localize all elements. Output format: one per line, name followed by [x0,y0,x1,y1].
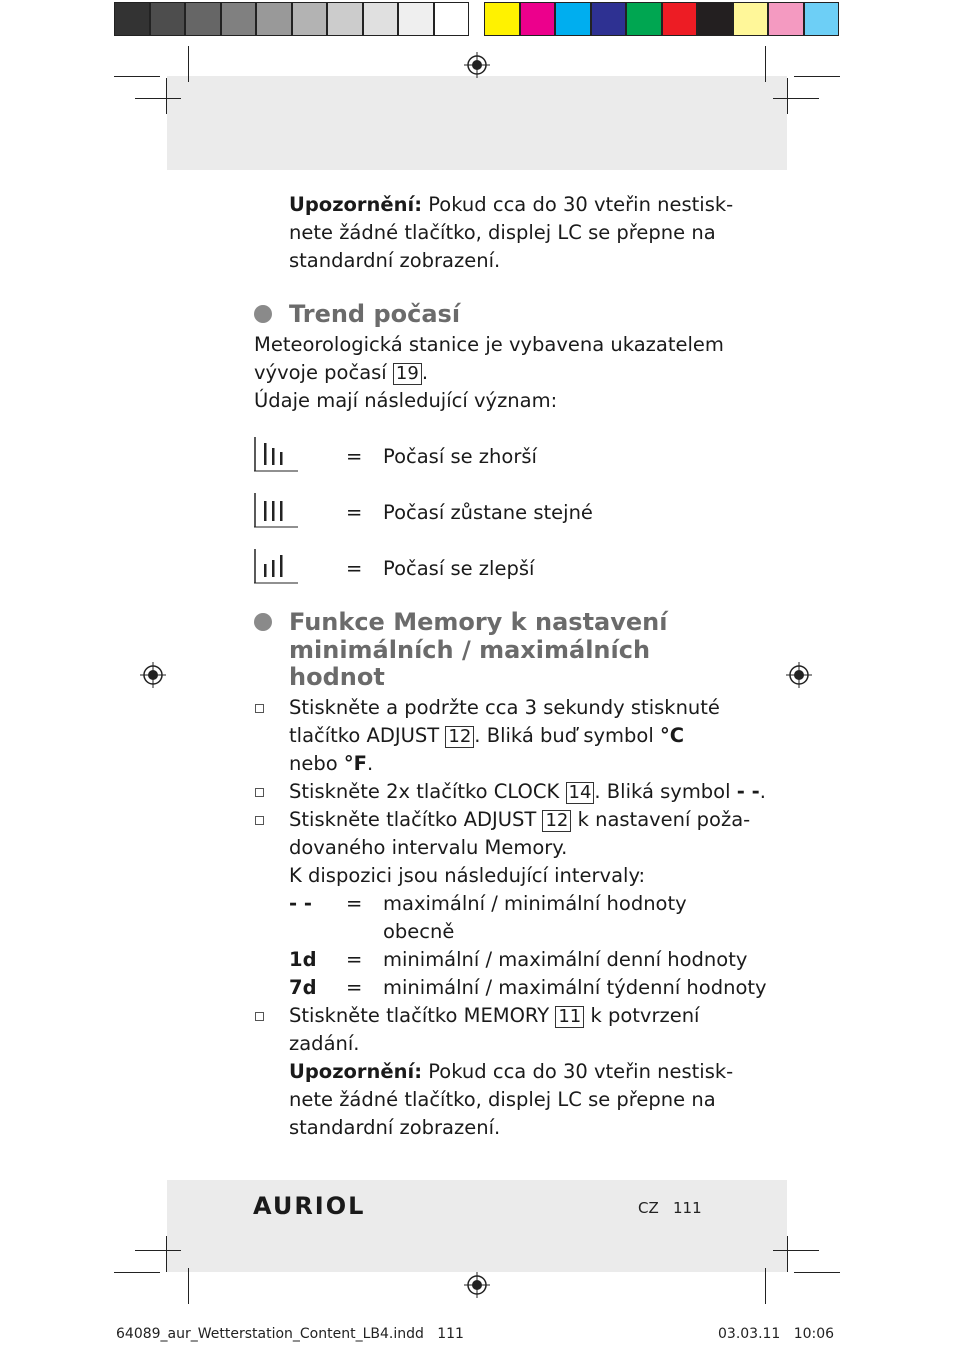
text-fragment: Stiskněte tlačítko MEMORY [289,1004,556,1027]
color-swatch [484,2,520,36]
step-line: dovaného intervalu Memory. [289,836,568,859]
interval-description: minimální / maximální denní hodnoty [383,948,748,971]
step-checkbox-icon [255,1012,264,1021]
interval-description: minimální / maximální týdenní hodnoty [383,976,767,999]
equals-sign: = [346,976,363,999]
symbol-dashes: - - [736,780,760,803]
crop-mark [787,78,788,114]
step-checkbox-icon [255,704,264,713]
note-line: Pokud cca do 30 vteřin nestisk- [422,193,734,216]
note-label: Upozornění: [289,193,423,216]
text-fragment: Stiskněte 2x tlačítko CLOCK [289,780,566,803]
text-fragment: k nastavení poža- [571,808,751,831]
registration-mark-icon [140,662,166,688]
gray-swatch [363,2,399,36]
crop-mark [765,46,766,82]
interval-key: - - [289,892,312,915]
color-swatch [733,2,769,36]
step-line [289,722,684,750]
step-line [289,750,373,778]
note-text [289,1058,733,1086]
trend-steady-icon [254,493,298,529]
crop-mark [787,1236,788,1272]
registration-mark-icon [464,1272,490,1298]
part-reference: 12 [445,726,474,748]
heading-bullet-icon [254,305,272,323]
interval-key: 1d [289,948,317,971]
color-swatch [591,2,627,36]
gray-swatch [114,2,150,36]
text-fragment: vývoje počasí [254,361,393,384]
gray-swatch [256,2,292,36]
color-swatch [662,2,698,36]
color-swatch [768,2,804,36]
crop-mark [114,76,160,77]
crop-mark [765,1268,766,1304]
step-line [289,778,766,806]
gray-swatch [292,2,328,36]
section-heading-memory: hodnot [289,663,385,691]
equals-sign: = [346,948,363,971]
part-reference: 12 [542,810,571,832]
text-fragment: . Bliká symbol [594,780,737,803]
trend-description: Počasí se zhorší [383,445,537,468]
note-line: Pokud cca do 30 vteřin nestisk- [422,1060,734,1083]
text-fragment: . [759,780,766,803]
trend-description: Počasí se zlepší [383,557,535,580]
section-heading-memory: minimálních / maximálních [289,636,651,664]
trend-rising-icon [254,549,298,585]
equals-sign: = [346,501,363,524]
crop-mark [188,46,189,82]
crop-mark [135,98,181,99]
gray-swatch [398,2,434,36]
header-band [167,76,787,170]
interval-description: obecně [383,920,455,943]
step-line [289,806,750,834]
text-fragment: Stiskněte tlačítko ADJUST [289,808,543,831]
note-line: nete žádné tlačítko, displej LC se přepne na [289,221,716,244]
step-line: K dispozici jsou následující intervaly: [289,864,646,887]
registration-mark-icon [464,52,490,78]
crop-mark [114,1272,160,1273]
auriol-logo: AURIOL [253,1192,366,1220]
equals-sign: = [346,892,363,915]
language-code: CZ [638,1199,659,1217]
note-line: standardní zobrazení. [289,249,501,272]
paragraph-line [254,359,428,387]
section-heading-memory: Funkce Memory k nastavení [289,608,668,636]
crop-mark [166,78,167,114]
color-swatch [804,2,840,36]
crop-mark [794,76,840,77]
text-fragment: nebo [289,752,344,775]
paragraph-line: Údaje mají následující význam: [254,389,558,412]
gray-swatch [221,2,257,36]
step-checkbox-icon [255,788,264,797]
symbol-fahrenheit: °F [343,752,367,775]
symbol-celsius: °C [659,724,684,747]
note-text [289,191,733,219]
paragraph-line: Meteorologická stanice je vybavena ukazatelem [254,333,724,356]
text-fragment: tlačítko ADJUST [289,724,446,747]
equals-sign: = [346,445,363,468]
file-slug: 64089_aur_Wetterstation_Content_LB4.indd 111 [116,1326,464,1342]
step-checkbox-icon [255,816,264,825]
note-label: Upozornění: [289,1060,423,1083]
crop-mark [794,1272,840,1273]
crop-mark [773,98,819,99]
gray-swatch [327,2,363,36]
color-swatch [626,2,662,36]
gray-swatch [434,2,470,36]
color-swatch [520,2,556,36]
step-line [289,1002,699,1030]
gray-swatch [185,2,221,36]
equals-sign: = [346,557,363,580]
page-number: 111 [673,1199,702,1217]
trend-falling-icon [254,437,298,473]
trend-description: Počasí zůstane stejné [383,501,593,524]
part-reference: 19 [393,363,422,385]
section-heading-trend: Trend počasí [289,300,461,328]
interval-key: 7d [289,976,317,999]
color-swatch [555,2,591,36]
crop-mark [166,1236,167,1272]
text-fragment: . Bliká buď symbol [474,724,660,747]
step-line: Stiskněte a podržte cca 3 sekundy stisknuté [289,696,720,719]
print-date: 03.03.11 10:06 [718,1326,835,1342]
part-reference: 14 [566,782,595,804]
heading-bullet-icon [254,613,272,631]
note-line: nete žádné tlačítko, displej LC se přepne na [289,1088,716,1111]
gray-swatch [150,2,186,36]
crop-mark [188,1268,189,1304]
text-fragment: . [366,752,374,775]
text-fragment: k potvrzení [584,1004,700,1027]
color-swatch [697,2,733,36]
interval-description: maximální / minimální hodnoty [383,892,687,915]
crop-mark [135,1250,181,1251]
text-fragment: . [421,361,429,384]
crop-mark [773,1250,819,1251]
part-reference: 11 [555,1006,584,1028]
note-line: standardní zobrazení. [289,1116,501,1139]
step-line: zadání. [289,1032,360,1055]
registration-mark-icon [786,662,812,688]
